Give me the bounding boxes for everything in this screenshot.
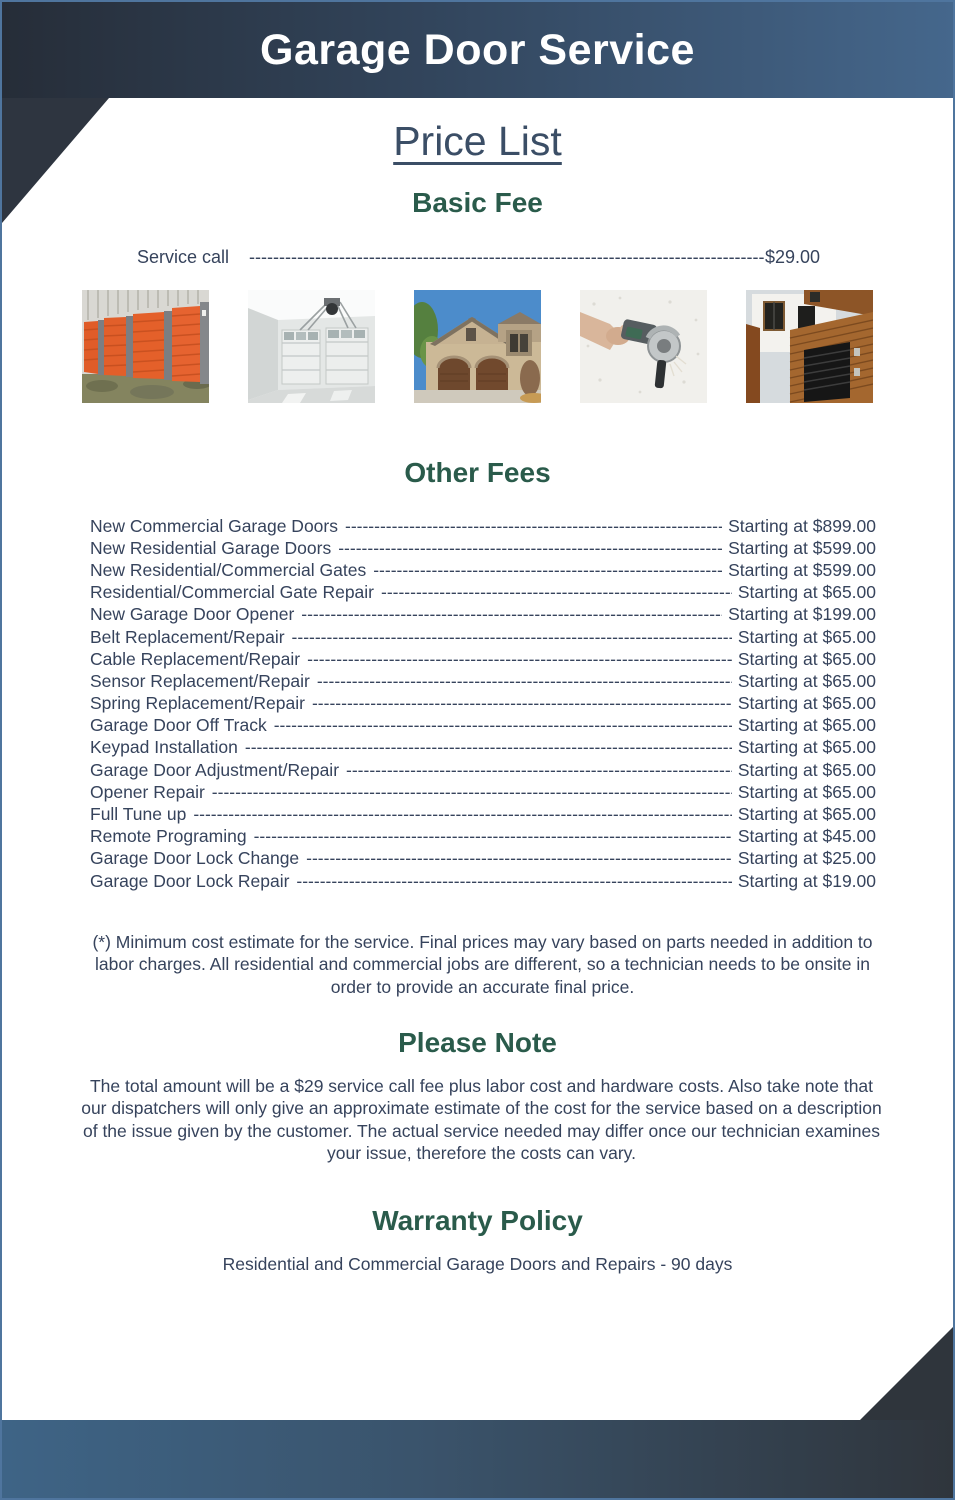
fee-price: $29.00 xyxy=(764,247,820,267)
fee-label: New Garage Door Opener xyxy=(90,604,295,625)
dash-leader xyxy=(193,804,732,825)
fee-label: Sensor Replacement/Repair xyxy=(90,670,310,691)
fee-price: Starting at $599.00 xyxy=(728,537,876,558)
modern-wood-garage-image xyxy=(746,290,873,403)
please-note-heading: Please Note xyxy=(398,1027,557,1058)
fee-price: Starting at $65.00 xyxy=(737,670,876,691)
fee-label: Keypad Installation xyxy=(90,737,238,758)
other-fees-list xyxy=(90,515,876,892)
fee-label: Garage Door Lock Repair xyxy=(90,870,290,891)
fee-price: Starting at $899.00 xyxy=(728,515,876,536)
fee-label: Service call xyxy=(137,247,230,267)
fee-row xyxy=(90,604,876,626)
fee-label: Garage Door Off Track xyxy=(90,715,267,736)
dash-leader xyxy=(338,538,722,559)
fee-label: Belt Replacement/Repair xyxy=(90,626,285,647)
fee-row xyxy=(90,693,876,715)
fee-row xyxy=(90,781,876,803)
fee-price: Starting at $25.00 xyxy=(737,848,876,869)
fee-row xyxy=(90,803,876,825)
house-two-garage-doors-image xyxy=(414,290,541,403)
dash-leader xyxy=(301,604,722,625)
fee-label: Residential/Commercial Gate Repair xyxy=(90,582,374,603)
dash-leader xyxy=(373,560,722,581)
fee-label: Full Tune up xyxy=(90,804,187,825)
fee-label: Cable Replacement/Repair xyxy=(90,648,301,669)
bottom-right-corner-shape xyxy=(860,1327,953,1420)
disclaimer-text: (*) Minimum cost estimate for the service. Final prices may vary based on parts needed in addition to labor charges. All residential and commercial jobs are different, so a technician needs to be onsite in order to provide an accurate final price. xyxy=(92,932,873,997)
dash-leader xyxy=(274,715,732,736)
warranty-text: Residential and Commercial Garage Doors and Repairs - 90 days xyxy=(222,1254,733,1274)
dash-leader xyxy=(317,671,732,692)
fee-label: Garage Door Adjustment/Repair xyxy=(90,759,340,780)
fee-price: Starting at $19.00 xyxy=(737,870,876,891)
fee-price: Starting at $45.00 xyxy=(737,826,876,847)
grinder-repair-image xyxy=(580,290,707,403)
other-fees-heading: Other Fees xyxy=(404,457,551,488)
dash-leader xyxy=(346,760,732,781)
warranty-heading: Warranty Policy xyxy=(372,1205,583,1236)
fee-row xyxy=(90,848,876,870)
fee-price: Starting at $65.00 xyxy=(737,804,876,825)
fee-label: New Commercial Garage Doors xyxy=(90,515,338,536)
price-list-title: Price List xyxy=(393,118,562,164)
photo-strip xyxy=(2,290,953,403)
fee-label: Opener Repair xyxy=(90,781,205,802)
fee-label: Remote Programing xyxy=(90,826,247,847)
fee-row xyxy=(90,582,876,604)
fee-row xyxy=(90,670,876,692)
page-title: Garage Door Service xyxy=(260,25,695,74)
dash-leader xyxy=(306,848,732,869)
dash-leader xyxy=(249,246,765,269)
fee-row xyxy=(90,515,876,537)
fee-price: Starting at $199.00 xyxy=(728,604,876,625)
fee-price: Starting at $65.00 xyxy=(737,759,876,780)
fee-row xyxy=(90,626,876,648)
dash-leader xyxy=(292,627,732,648)
dash-leader xyxy=(254,826,732,847)
basic-fee-heading: Basic Fee xyxy=(412,187,543,218)
fee-row xyxy=(90,648,876,670)
fee-label: Spring Replacement/Repair xyxy=(90,693,305,714)
fee-price: Starting at $65.00 xyxy=(737,693,876,714)
dash-leader xyxy=(296,871,731,892)
basic-fee-list xyxy=(137,246,820,269)
fee-price: Starting at $65.00 xyxy=(737,781,876,802)
fee-label: New Residential Garage Doors xyxy=(90,537,332,558)
dash-leader xyxy=(245,737,732,758)
fee-row xyxy=(90,759,876,781)
orange-storage-doors-image xyxy=(82,290,209,403)
footer-band xyxy=(2,1420,953,1498)
fee-label: Garage Door Lock Change xyxy=(90,848,300,869)
fee-price: Starting at $65.00 xyxy=(737,715,876,736)
fee-row xyxy=(90,737,876,759)
dash-leader xyxy=(312,693,732,714)
fee-price: Starting at $65.00 xyxy=(737,737,876,758)
fee-price: Starting at $65.00 xyxy=(737,648,876,669)
fee-row xyxy=(90,826,876,848)
fee-row xyxy=(90,870,876,892)
garage-interior-opener-image xyxy=(248,290,375,403)
dash-leader xyxy=(212,782,732,803)
dash-leader xyxy=(307,649,732,670)
fee-label: New Residential/Commercial Gates xyxy=(90,559,367,580)
dash-leader xyxy=(345,516,722,537)
fee-row xyxy=(90,715,876,737)
fee-price: Starting at $599.00 xyxy=(728,559,876,580)
page-header xyxy=(2,2,953,98)
please-note-text: The total amount will be a $29 service call fee plus labor cost and hardware costs. Also take note that our dispatchers will only give an approximate estimate of the cost for the service based on a description of the issue given by the customer. The actual service needed may differ once our technician examines your issue, therefore the costs can vary. xyxy=(81,1076,882,1163)
fee-row xyxy=(137,246,820,269)
fee-price: Starting at $65.00 xyxy=(737,582,876,603)
fee-row xyxy=(90,559,876,581)
dash-leader xyxy=(381,582,732,603)
fee-row xyxy=(90,537,876,559)
fee-price: Starting at $65.00 xyxy=(737,626,876,647)
